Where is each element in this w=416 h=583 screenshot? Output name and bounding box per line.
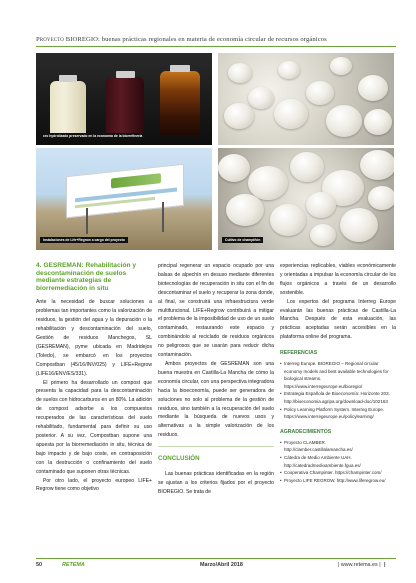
paragraph: Ante la necesidad de buscar soluciones a problemas tan importantes como la valorización de residuos, la gestión del agua y la depuración o la rehabilitación y descontaminación del suelo, Gestión de residuos Manchegos, SL (GESREMAN), pyme ubicada en Madridejos (Toledo), se embarcó en los proyectos Compostban (45/16/INV/025) y LIFE+Regrow (LIFE16/ENV/ES/331). [36,299,152,377]
billboard-post [162,202,164,232]
bottle-image [106,77,144,135]
mushroom-image [248,87,274,109]
billboard [66,164,184,218]
mushroom-image [306,192,336,218]
paragraph: experiencias replicables, viables económicamente y orientadas a impulsar la economía circular de los flujos orgánicos a través de un desarrollo sostenible. [280,263,396,296]
mushroom-image [218,154,250,182]
sign-photo [36,148,212,250]
acknowledgement-item: • Proyecto LIFE REGROW. http://www.liferegrow.eu/ [280,477,396,485]
bottle-image [50,81,86,135]
mushroom-image [274,99,308,129]
mushroom-image [248,166,288,200]
billboard-logo [111,173,161,188]
footer-separator: | [384,562,386,568]
acknowledgement-item: • Proyecto CLAMBER. http://clamber.castillalamancha.es/ [280,439,396,454]
mushroom-cultivation-photo [218,148,394,250]
mushroom-image [330,57,352,75]
mushroom-image [310,224,336,246]
website-link[interactable]: | www.retema.es | [338,562,381,568]
mushrooms-photo [218,53,394,145]
mushroom-image [326,105,362,137]
mushroom-image [358,75,388,101]
mushroom-image [228,63,252,83]
conclusion-heading: CONCLUSIÓN [158,446,274,470]
header-project: Proyecto BIOREGIO: [36,36,100,43]
mushroom-image [226,194,264,226]
paragraph: Las buenas prácticas identificadas en la región se ajustan a los criterios fijados por el proyecto BIOREGIO. Se trata de [158,471,274,495]
mushroom-image [306,81,334,105]
header-divider [36,46,396,47]
issue-date: Marzo/Abril 2018 [200,562,243,568]
mushroom-image [340,208,378,242]
header-subtitle: buenas prácticas regionales en materia de economía circular de recursos orgánicos [99,36,327,43]
photo-caption: Instalaciones de Life+Regrow a cargo del proyecto [40,237,128,243]
text-column-1 [36,262,152,494]
mushroom-image [368,186,394,210]
bottles-photo [36,53,212,145]
section-heading: 4. GESREMAN: Rehabilitación y descontaminación de suelos mediante estrategias de biorremediación in situ [36,262,137,292]
paragraph: Los expertos del programa Interreg Europe evaluarán las buenas prácticas de Castilla-La Mancha. Después de esta evaluación, las prácticas aceptadas serán accesibles en la plataforma online del programa. [280,298,396,341]
text-column-2 [158,262,274,497]
footer-divider [36,558,396,559]
paragraph: Por otro lado, el proyecto europeo LIFE+ Regrow tiene como objetivo [36,477,152,493]
bottle-image [160,71,200,135]
paragraph: principal regenerar un espacio ocupado por una balsas de alpechín en desuso mediante diferentes biotecnologías de recuperación in situ con el fin de descontaminar el suelo y recuperar la zona donde, al final, se construirá una infraestructura verde multifuncional. LIFE+Regrow contribuirá a mitigar el problema de la imposibilidad de uso de un suelo contaminado, restaurando este espacio y combinándolo al reciclado de residuos orgánicos no peligrosos que se usarán para reducir dicha contaminación. [158,263,274,359]
mushroom-image [278,61,300,79]
mushroom-image [364,109,392,135]
acknowledgement-item: • Cátedra de Medio Ambiente UAH. http://catedradmedioambiente.fgua.es/ [280,454,396,469]
acknowledgements-heading: AGRADECIMIENTOS [280,428,332,435]
references-heading: REFERENCIAS [280,350,318,357]
acknowledgement-item: • Cooperativa Champinter. https://champinter.com/ [280,469,396,477]
mushroom-image [290,152,324,182]
mushroom-image [270,204,306,236]
photo-caption: Cultivo de champiñón [222,237,263,243]
page-number: 50 [36,562,42,568]
references-list [280,360,396,421]
billboard-post [86,208,88,234]
reference-item: • Interreg Europe. BIOREGIO – Regional circular economy models and best available technologies for biological streams. https://www.interregeurope.eu/bioregio/ [280,360,396,390]
text-column-3 [280,262,396,484]
paragraph: El primero ha desarrollado un compost que presenta la capacidad para la descontaminación de suelos con hidrocarburos en un 80%. La adición de compost adsorbe a los compuestos recuperados de las características del suelo rehabilitado, fundamental para definir su uso posterior. A su vez, Compostban supone una apuesta por la biorremediación in situ, técnica de bajo impacto y de bajo coste, en contraposición con la destrucción o confinamiento del suelo contaminado que suponen otras técnicas. [36,379,152,475]
acknowledgements-list [280,439,396,485]
reference-item: • Policy Learning Platform System. Interreg Europe. https://www.interregeurope.eu/policylearning/ [280,406,396,421]
photo-caption: cro hydrolizado preservado en la economía de la biorrefinería [40,133,145,139]
mushroom-image [360,150,394,180]
reference-item: • Estrategia Española de Bioeconomía: Horizonte 203. http://bioeconomia.agripa.org/download-doc/102163 [280,390,396,405]
running-header [36,36,396,43]
paragraph: Ambos proyectos de GESREMAN son una buena muestra en Castilla-La Mancha de cómo la economía circular, con una perspectiva integradora hacia la bioeconomía, puede ser generadora de soluciones no solo al problema de la gestión de residuos, sino también a la recuperación del suelo mediante la búsqueda de nuevos usos y alternativas a la simple valorización de los residuos. [158,360,274,439]
magazine-brand: RETEMA [62,562,85,568]
mushroom-image [224,103,254,129]
